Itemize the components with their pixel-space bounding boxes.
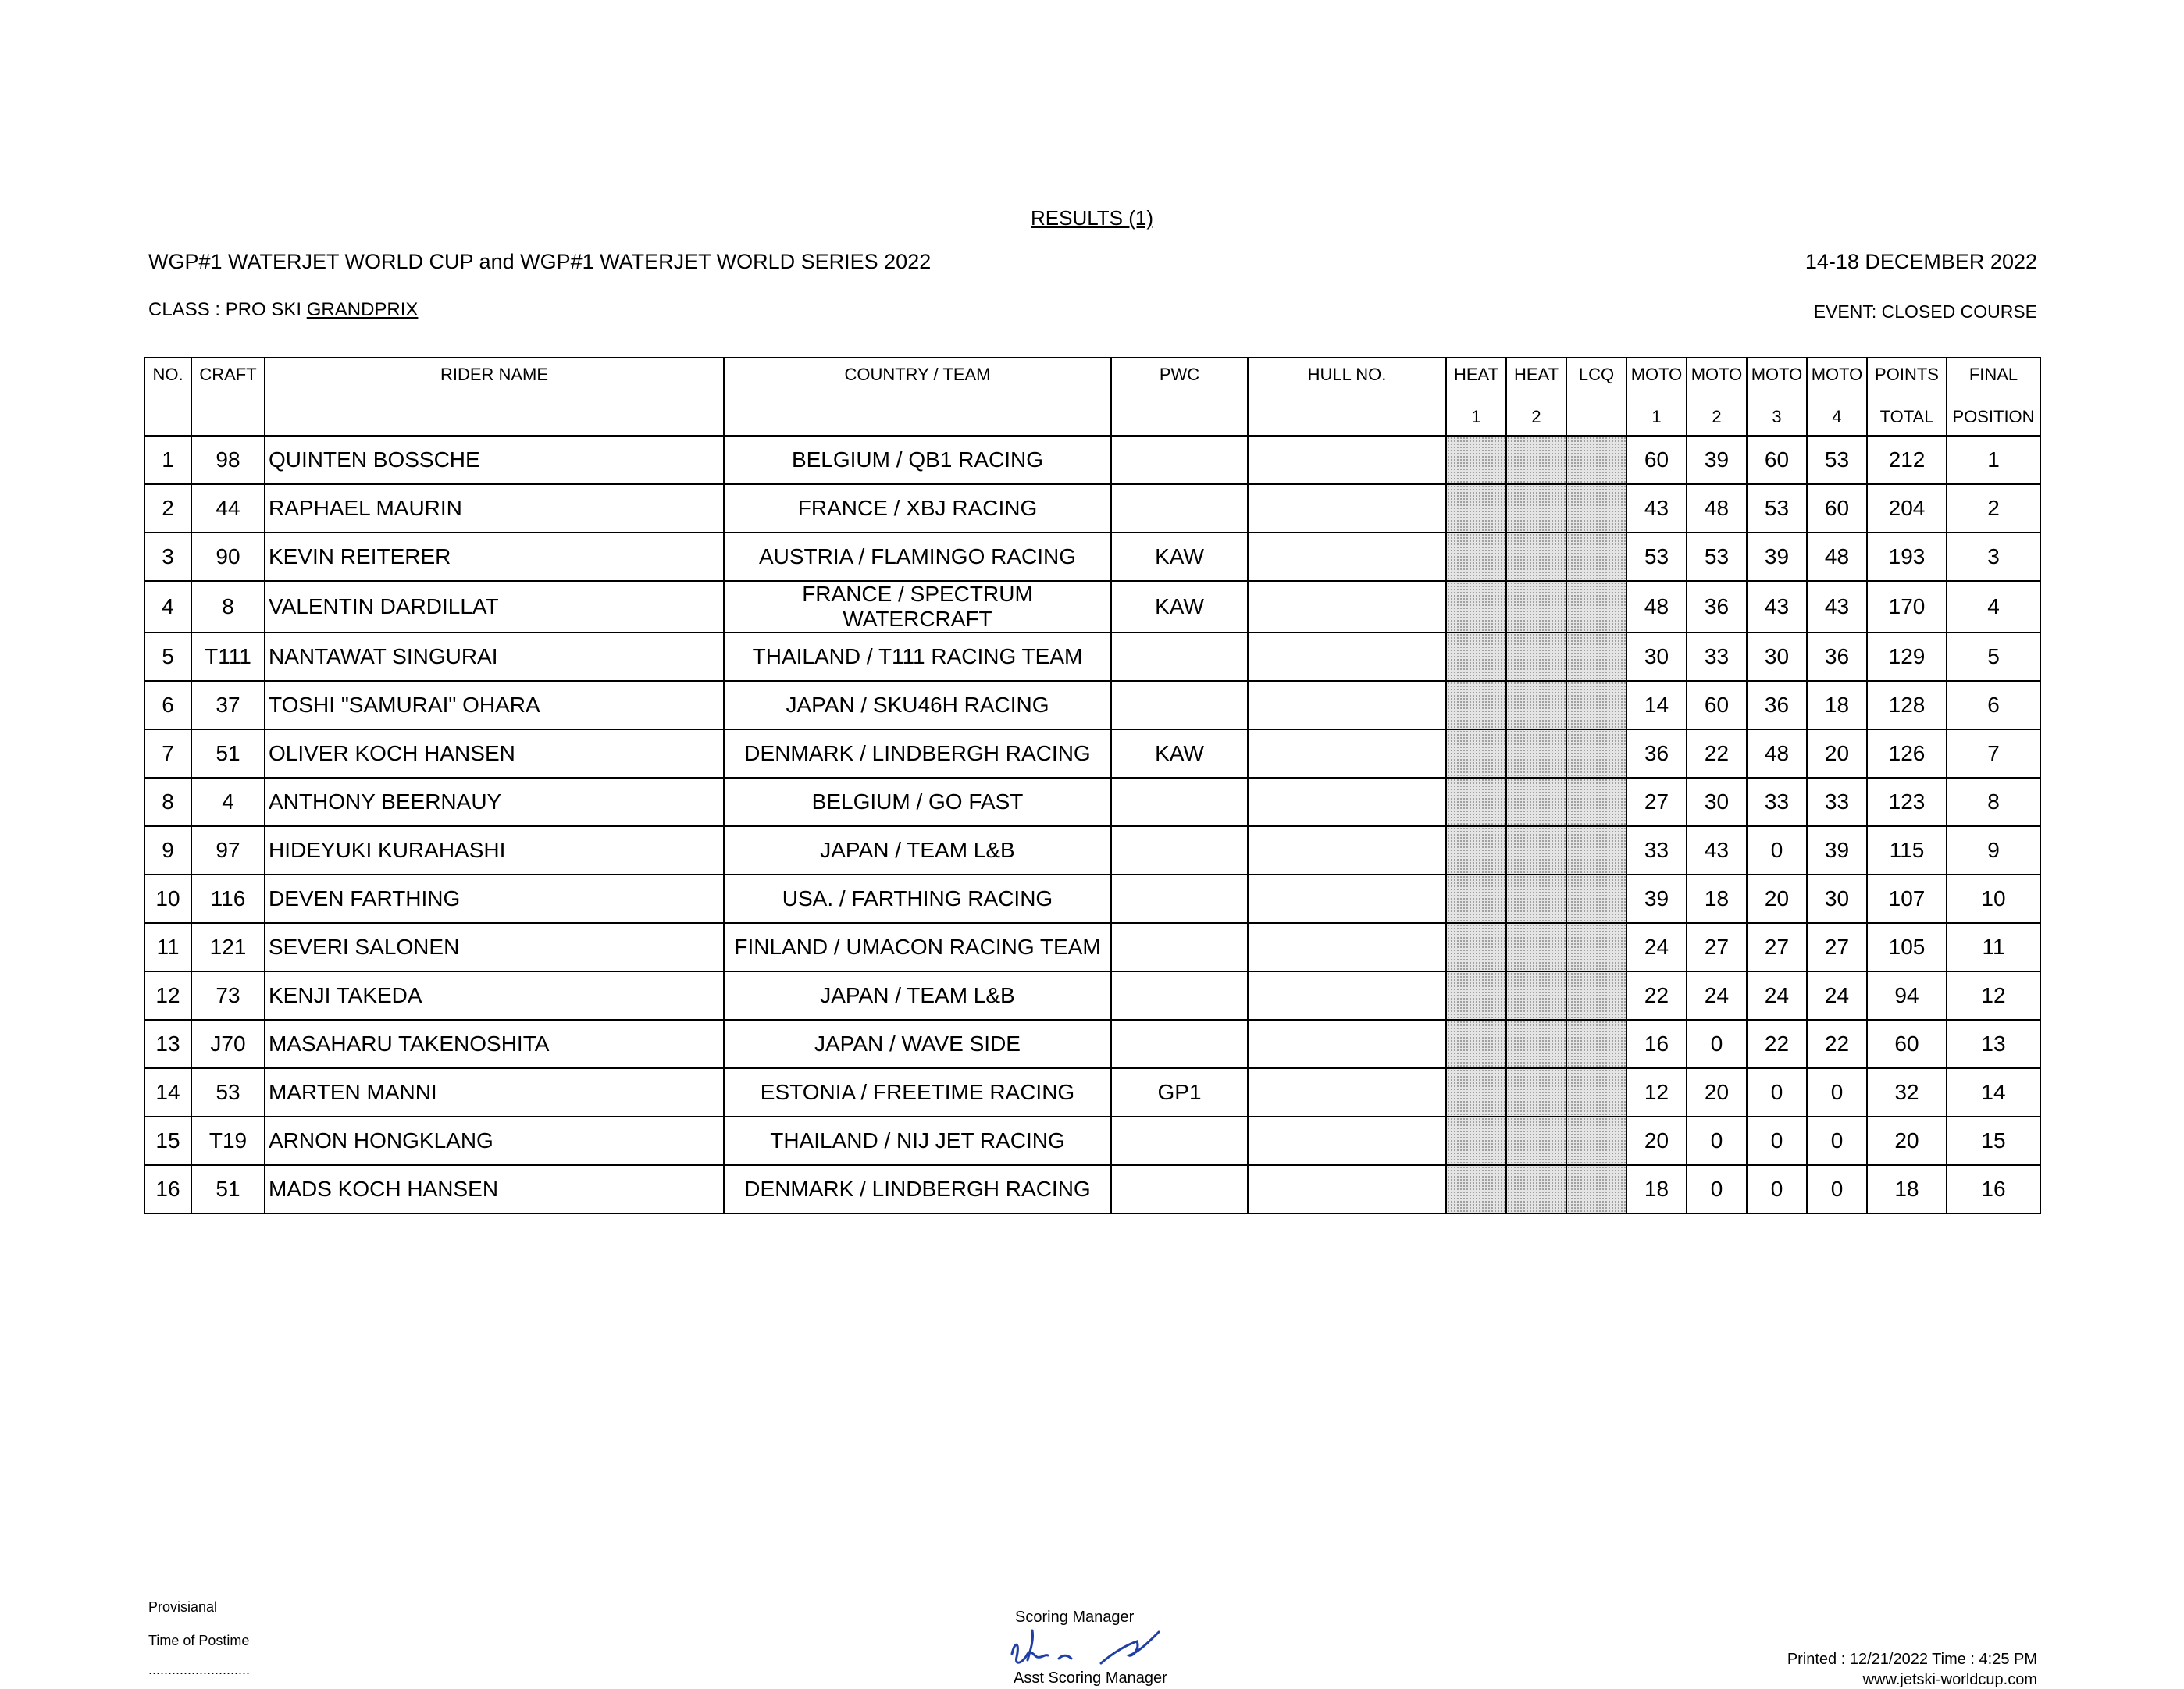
cell-final-position: 8 [1947,778,2040,826]
cell-craft: 4 [191,778,265,826]
cell-heat-2 [1506,826,1566,875]
cell-final-position: 14 [1947,1068,2040,1117]
cell-lcq [1566,632,1626,681]
cell-final-position: 11 [1947,923,2040,971]
cell-pwc: KAW [1111,533,1248,581]
cell-final-position: 3 [1947,533,2040,581]
cell-final-position: 2 [1947,484,2040,533]
cell-hull-no [1248,632,1446,681]
cell-craft: 90 [191,533,265,581]
cell-no: 16 [144,1165,191,1213]
cell-moto-2: 24 [1687,971,1747,1020]
cell-moto-2: 22 [1687,729,1747,778]
cell-moto-4: 60 [1807,484,1867,533]
cell-points-total: 128 [1867,681,1947,729]
cell-moto-4: 18 [1807,681,1867,729]
cell-craft: J70 [191,1020,265,1068]
cell-final-position: 7 [1947,729,2040,778]
cell-moto-4: 39 [1807,826,1867,875]
cell-pwc: KAW [1111,581,1248,632]
cell-moto-3: 30 [1747,632,1807,681]
cell-moto-3: 24 [1747,971,1807,1020]
cell-heat-1 [1446,484,1506,533]
cell-lcq [1566,875,1626,923]
cell-craft: 121 [191,923,265,971]
cell-pwc [1111,778,1248,826]
class-prefix: CLASS : PRO SKI [148,299,307,320]
cell-final-position: 16 [1947,1165,2040,1213]
cell-moto-2: 36 [1687,581,1747,632]
cell-moto-3: 60 [1747,436,1807,484]
cell-final-position: 4 [1947,581,2040,632]
cell-heat-1 [1446,875,1506,923]
cell-heat-2 [1506,778,1566,826]
cell-moto-2: 30 [1687,778,1747,826]
cell-heat-2 [1506,923,1566,971]
cell-lcq [1566,1117,1626,1165]
col-craft: CRAFT [191,358,265,436]
col-hull-no: HULL NO. [1248,358,1446,436]
cell-heat-2 [1506,971,1566,1020]
cell-moto-2: 39 [1687,436,1747,484]
cell-heat-2 [1506,1165,1566,1213]
cell-heat-1 [1446,632,1506,681]
cell-points-total: 107 [1867,875,1947,923]
cell-moto-4: 20 [1807,729,1867,778]
results-body [144,436,2040,1213]
cell-points-total: 123 [1867,778,1947,826]
cell-no: 3 [144,533,191,581]
cell-heat-2 [1506,1020,1566,1068]
cell-pwc [1111,1020,1248,1068]
cell-points-total: 193 [1867,533,1947,581]
cell-country-team: THAILAND / T111 RACING TEAM [724,632,1111,681]
cell-hull-no [1248,1020,1446,1068]
class-name: GRANDPRIX [306,299,419,320]
cell-rider-name: MARTEN MANNI [265,1068,724,1117]
cell-hull-no [1248,729,1446,778]
cell-no: 9 [144,826,191,875]
cell-rider-name: VALENTIN DARDILLAT [265,581,724,632]
cell-no: 14 [144,1068,191,1117]
cell-moto-4: 30 [1807,875,1867,923]
cell-heat-1 [1446,778,1506,826]
results-table [144,357,2041,1214]
cell-hull-no [1248,826,1446,875]
cell-moto-4: 22 [1807,1020,1867,1068]
cell-moto-1: 48 [1626,581,1687,632]
cell-moto-4: 53 [1807,436,1867,484]
cell-craft: 53 [191,1068,265,1117]
cell-no: 1 [144,436,191,484]
cell-no: 8 [144,778,191,826]
cell-points-total: 126 [1867,729,1947,778]
cell-craft: T111 [191,632,265,681]
cell-craft: 73 [191,971,265,1020]
cell-moto-1: 33 [1626,826,1687,875]
cell-country-team: JAPAN / TEAM L&B [724,826,1111,875]
table-row [144,778,2040,826]
cell-lcq [1566,826,1626,875]
cell-hull-no [1248,1117,1446,1165]
cell-rider-name: SEVERI SALONEN [265,923,724,971]
cell-rider-name: NANTAWAT SINGURAI [265,632,724,681]
cell-craft: 51 [191,1165,265,1213]
cell-rider-name: MADS KOCH HANSEN [265,1165,724,1213]
provisional-label: Provisianal [148,1599,218,1615]
cell-no: 15 [144,1117,191,1165]
cell-moto-2: 60 [1687,681,1747,729]
event-type: EVENT: CLOSED COURSE [1813,301,2037,322]
cell-points-total: 170 [1867,581,1947,632]
cell-pwc [1111,971,1248,1020]
cell-final-position: 13 [1947,1020,2040,1068]
cell-moto-1: 18 [1626,1165,1687,1213]
cell-moto-2: 27 [1687,923,1747,971]
cell-country-team: DENMARK / LINDBERGH RACING [724,1165,1111,1213]
cell-hull-no [1248,875,1446,923]
class-label [148,299,418,321]
cell-heat-2 [1506,729,1566,778]
cell-country-team: FRANCE / SPECTRUM WATERCRAFT [724,581,1111,632]
cell-moto-2: 48 [1687,484,1747,533]
event-title: WGP#1 WATERJET WORLD CUP and WGP#1 WATERJET WORLD SERIES 2022 [148,250,932,273]
cell-lcq [1566,484,1626,533]
cell-country-team: JAPAN / SKU46H RACING [724,681,1111,729]
cell-moto-1: 27 [1626,778,1687,826]
cell-moto-4: 0 [1807,1165,1867,1213]
cell-moto-4: 33 [1807,778,1867,826]
cell-moto-2: 0 [1687,1165,1747,1213]
cell-craft: 44 [191,484,265,533]
cell-final-position: 6 [1947,681,2040,729]
cell-lcq [1566,681,1626,729]
cell-points-total: 20 [1867,1117,1947,1165]
website-url: www.jetski-worldcup.com [1862,1671,2037,1688]
cell-lcq [1566,436,1626,484]
cell-points-total: 18 [1867,1165,1947,1213]
cell-moto-2: 0 [1687,1020,1747,1068]
cell-moto-3: 33 [1747,778,1807,826]
cell-craft: 116 [191,875,265,923]
cell-pwc [1111,1165,1248,1213]
cell-moto-3: 39 [1747,533,1807,581]
cell-points-total: 94 [1867,971,1947,1020]
cell-moto-3: 48 [1747,729,1807,778]
col-rider-name: RIDER NAME [265,358,724,436]
table-row [144,632,2040,681]
cell-heat-1 [1446,1068,1506,1117]
cell-no: 7 [144,729,191,778]
cell-heat-1 [1446,436,1506,484]
cell-country-team: USA. / FARTHING RACING [724,875,1111,923]
asst-scoring-manager-label: Asst Scoring Manager [1014,1669,1167,1687]
cell-heat-1 [1446,729,1506,778]
cell-moto-2: 53 [1687,533,1747,581]
cell-heat-2 [1506,632,1566,681]
cell-moto-2: 43 [1687,826,1747,875]
cell-heat-2 [1506,1068,1566,1117]
cell-pwc: KAW [1111,729,1248,778]
cell-heat-2 [1506,436,1566,484]
postime-dotted-line: .......................... [148,1662,251,1677]
col-moto-3: MOTO 3 [1747,358,1807,436]
cell-points-total: 115 [1867,826,1947,875]
cell-moto-1: 12 [1626,1068,1687,1117]
cell-hull-no [1248,436,1446,484]
cell-heat-2 [1506,581,1566,632]
cell-points-total: 60 [1867,1020,1947,1068]
col-heat-2: HEAT 2 [1506,358,1566,436]
cell-country-team: JAPAN / TEAM L&B [724,971,1111,1020]
cell-heat-1 [1446,826,1506,875]
table-row [144,1020,2040,1068]
cell-craft: 97 [191,826,265,875]
table-row [144,971,2040,1020]
cell-no: 13 [144,1020,191,1068]
cell-points-total: 204 [1867,484,1947,533]
col-lcq: LCQ [1566,358,1626,436]
cell-heat-1 [1446,533,1506,581]
cell-country-team: DENMARK / LINDBERGH RACING [724,729,1111,778]
cell-pwc [1111,484,1248,533]
cell-moto-3: 0 [1747,826,1807,875]
cell-moto-4: 27 [1807,923,1867,971]
cell-pwc [1111,632,1248,681]
cell-pwc [1111,826,1248,875]
cell-craft: 98 [191,436,265,484]
cell-craft: 51 [191,729,265,778]
cell-points-total: 105 [1867,923,1947,971]
cell-country-team: THAILAND / NIJ JET RACING [724,1117,1111,1165]
cell-moto-4: 48 [1807,533,1867,581]
cell-lcq [1566,923,1626,971]
cell-moto-4: 0 [1807,1068,1867,1117]
cell-heat-1 [1446,1020,1506,1068]
cell-lcq [1566,729,1626,778]
col-no: NO. [144,358,191,436]
cell-no: 10 [144,875,191,923]
cell-moto-3: 27 [1747,923,1807,971]
table-row [144,1165,2040,1213]
cell-moto-3: 0 [1747,1165,1807,1213]
cell-lcq [1566,1068,1626,1117]
cell-hull-no [1248,681,1446,729]
cell-heat-1 [1446,1165,1506,1213]
cell-rider-name: RAPHAEL MAURIN [265,484,724,533]
cell-lcq [1566,778,1626,826]
printed-timestamp: Printed : 12/21/2022 Time : 4:25 PM [1787,1651,2037,1668]
cell-no: 6 [144,681,191,729]
cell-heat-1 [1446,1117,1506,1165]
col-points-total: POINTS TOTAL [1867,358,1947,436]
results-title: RESULTS (1) [1031,206,1153,230]
cell-points-total: 129 [1867,632,1947,681]
cell-lcq [1566,581,1626,632]
cell-moto-4: 36 [1807,632,1867,681]
cell-hull-no [1248,778,1446,826]
cell-moto-1: 39 [1626,875,1687,923]
cell-points-total: 212 [1867,436,1947,484]
cell-rider-name: TOSHI "SAMURAI" OHARA [265,681,724,729]
cell-lcq [1566,533,1626,581]
cell-moto-4: 43 [1807,581,1867,632]
cell-country-team: BELGIUM / QB1 RACING [724,436,1111,484]
cell-moto-4: 24 [1807,971,1867,1020]
cell-pwc [1111,1117,1248,1165]
cell-points-total: 32 [1867,1068,1947,1117]
cell-heat-2 [1506,875,1566,923]
cell-pwc: GP1 [1111,1068,1248,1117]
cell-craft: T19 [191,1117,265,1165]
col-moto-4: MOTO 4 [1807,358,1867,436]
cell-moto-1: 22 [1626,971,1687,1020]
col-pwc: PWC [1111,358,1248,436]
table-row [144,1117,2040,1165]
cell-moto-2: 18 [1687,875,1747,923]
cell-no: 5 [144,632,191,681]
cell-pwc [1111,875,1248,923]
cell-country-team: BELGIUM / GO FAST [724,778,1111,826]
cell-rider-name: DEVEN FARTHING [265,875,724,923]
cell-moto-1: 60 [1626,436,1687,484]
cell-heat-2 [1506,533,1566,581]
cell-hull-no [1248,1165,1446,1213]
cell-no: 2 [144,484,191,533]
cell-rider-name: OLIVER KOCH HANSEN [265,729,724,778]
table-row [144,923,2040,971]
cell-moto-3: 22 [1747,1020,1807,1068]
time-of-postime-label: Time of Postime [148,1633,250,1648]
cell-moto-1: 43 [1626,484,1687,533]
cell-moto-3: 0 [1747,1117,1807,1165]
cell-lcq [1566,1165,1626,1213]
cell-country-team: FINLAND / UMACON RACING TEAM [724,923,1111,971]
cell-moto-2: 20 [1687,1068,1747,1117]
cell-rider-name: KENJI TAKEDA [265,971,724,1020]
table-row [144,826,2040,875]
cell-lcq [1566,1020,1626,1068]
cell-rider-name: ARNON HONGKLANG [265,1117,724,1165]
table-row [144,581,2040,632]
header-row [144,358,2040,436]
cell-final-position: 12 [1947,971,2040,1020]
cell-heat-2 [1506,1117,1566,1165]
scoring-manager-label: Scoring Manager [1015,1609,1135,1626]
cell-final-position: 5 [1947,632,2040,681]
table-row [144,533,2040,581]
cell-heat-2 [1506,681,1566,729]
cell-hull-no [1248,581,1446,632]
col-final-position: FINAL POSITION [1947,358,2040,436]
cell-no: 11 [144,923,191,971]
col-country-team: COUNTRY / TEAM [724,358,1111,436]
cell-hull-no [1248,1068,1446,1117]
cell-moto-1: 20 [1626,1117,1687,1165]
col-moto-1: MOTO 1 [1626,358,1687,436]
cell-moto-1: 36 [1626,729,1687,778]
table-row [144,729,2040,778]
table-row [144,436,2040,484]
cell-moto-1: 14 [1626,681,1687,729]
cell-rider-name: HIDEYUKI KURAHASHI [265,826,724,875]
cell-no: 4 [144,581,191,632]
cell-rider-name: ANTHONY BEERNAUY [265,778,724,826]
cell-rider-name: MASAHARU TAKENOSHITA [265,1020,724,1068]
cell-country-team: ESTONIA / FREETIME RACING [724,1068,1111,1117]
cell-craft: 8 [191,581,265,632]
cell-lcq [1566,971,1626,1020]
cell-country-team: JAPAN / WAVE SIDE [724,1020,1111,1068]
cell-craft: 37 [191,681,265,729]
col-moto-2: MOTO 2 [1687,358,1747,436]
cell-final-position: 10 [1947,875,2040,923]
cell-moto-3: 53 [1747,484,1807,533]
table-row [144,681,2040,729]
table-row [144,484,2040,533]
cell-moto-1: 16 [1626,1020,1687,1068]
cell-heat-2 [1506,484,1566,533]
table-row [144,1068,2040,1117]
table-row [144,875,2040,923]
cell-heat-1 [1446,923,1506,971]
cell-final-position: 15 [1947,1117,2040,1165]
cell-heat-1 [1446,581,1506,632]
cell-final-position: 1 [1947,436,2040,484]
cell-hull-no [1248,533,1446,581]
cell-moto-1: 24 [1626,923,1687,971]
cell-pwc [1111,436,1248,484]
cell-hull-no [1248,923,1446,971]
cell-no: 12 [144,971,191,1020]
cell-rider-name: QUINTEN BOSSCHE [265,436,724,484]
cell-moto-3: 20 [1747,875,1807,923]
cell-moto-1: 30 [1626,632,1687,681]
cell-moto-2: 0 [1687,1117,1747,1165]
cell-moto-3: 43 [1747,581,1807,632]
cell-pwc [1111,923,1248,971]
cell-rider-name: KEVIN REITERER [265,533,724,581]
cell-heat-1 [1446,681,1506,729]
cell-heat-1 [1446,971,1506,1020]
cell-hull-no [1248,484,1446,533]
cell-moto-4: 0 [1807,1117,1867,1165]
col-heat-1: HEAT 1 [1446,358,1506,436]
cell-moto-3: 36 [1747,681,1807,729]
cell-moto-1: 53 [1626,533,1687,581]
cell-country-team: AUSTRIA / FLAMINGO RACING [724,533,1111,581]
cell-pwc [1111,681,1248,729]
cell-country-team: FRANCE / XBJ RACING [724,484,1111,533]
cell-moto-2: 33 [1687,632,1747,681]
cell-moto-3: 0 [1747,1068,1807,1117]
cell-hull-no [1248,971,1446,1020]
event-dates: 14-18 DECEMBER 2022 [1805,250,2037,273]
cell-final-position: 9 [1947,826,2040,875]
